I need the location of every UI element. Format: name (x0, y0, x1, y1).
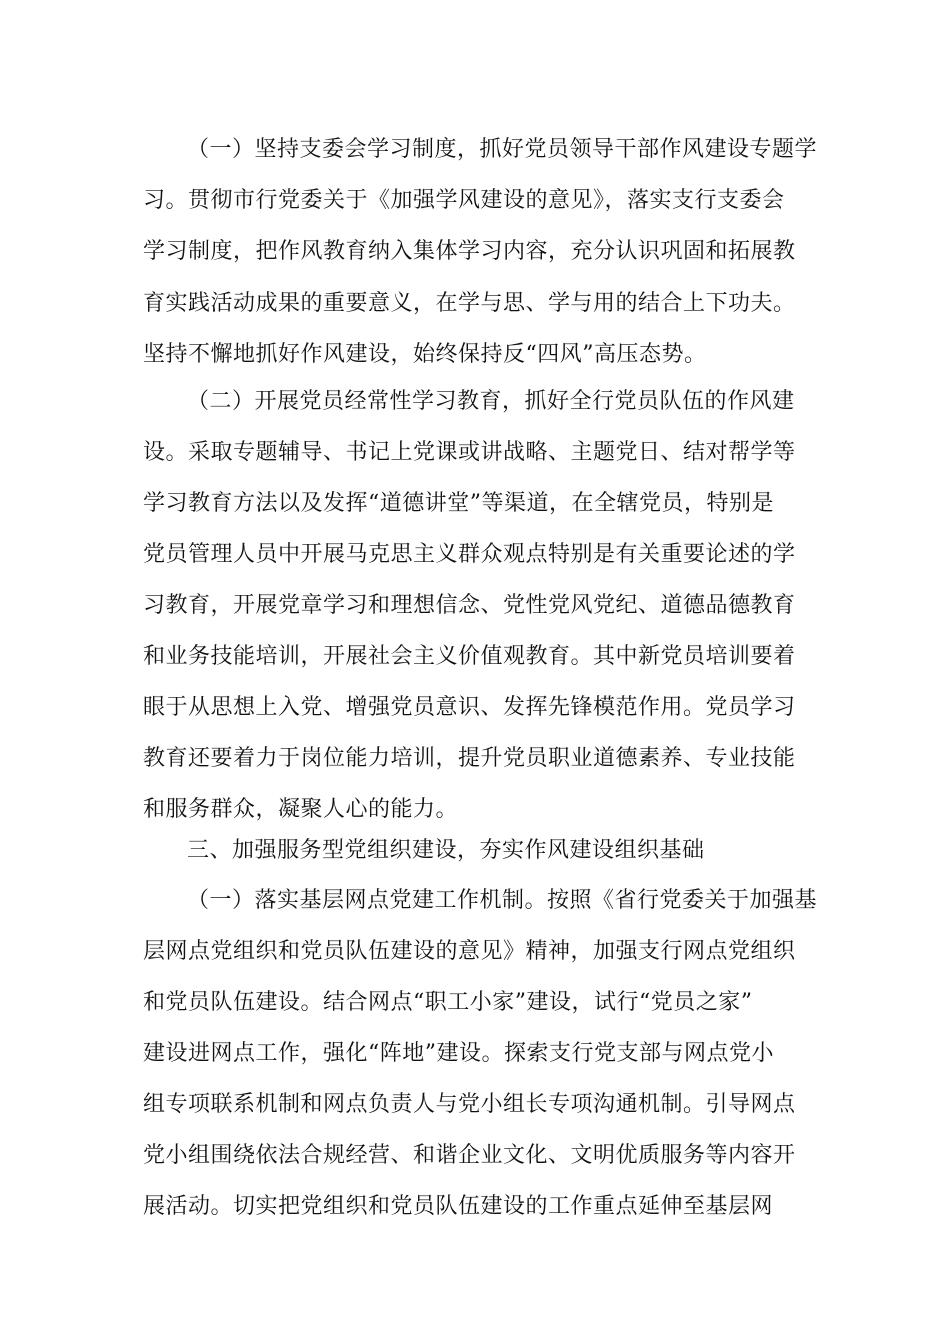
paragraph-line: 设。采取专题辅导、书记上党课或讲战略、主题党日、结对帮学等 (143, 440, 796, 465)
paragraph-line: （一）落实基层网点党建工作机制。按照《省行党委关于加强基 (187, 888, 818, 913)
paragraph-line: 学习制度，把作风教育纳入集体学习内容，充分认识巩固和拓展教 (143, 239, 796, 264)
paragraph-line: 坚持不懈地抓好作风建设，始终保持反“四风”高压态势。 (143, 342, 707, 367)
section-heading: 三、加强服务型党组织建设，夯实作风建设组织基础 (187, 838, 705, 863)
paragraph-line: 展活动。切实把党组织和党员队伍建设的工作重点延伸至基层网 (143, 1194, 774, 1219)
paragraph-line: 建设进网点工作，强化“阵地”建设。探索支行党支部与网点党小 (143, 1041, 774, 1066)
paragraph-line: （二）开展党员经常性学习教育，抓好全行党员队伍的作风建 (187, 389, 795, 414)
paragraph-line: 层网点党组织和党员队伍建设的意见》精神，加强支行网点党组织 (143, 939, 796, 964)
paragraph-line: 组专项联系机制和网点负责人与党小组长专项沟通机制。引导网点 (143, 1092, 796, 1117)
paragraph-line: 和服务群众，凝聚人心的能力。 (143, 797, 459, 822)
paragraph-line: 眼于从思想上入党、增强党员意识、发挥先锋模范作用。党员学习 (143, 695, 796, 720)
paragraph-line: 和业务技能培训，开展社会主义价值观教育。其中新党员培训要着 (143, 644, 796, 669)
paragraph-line: 习。贯彻市行党委关于《加强学风建设的意见》，落实支行支委会 (143, 188, 785, 213)
paragraph-line: 和党员队伍建设。结合网点“职工小家”建设，试行“党员之家” (143, 990, 753, 1015)
paragraph-line: 育实践活动成果的重要意义，在学与思、学与用的结合上下功夫。 (143, 291, 796, 316)
paragraph-line: 党员管理人员中开展马克思主义群众观点特别是有关重要论述的学 (143, 542, 796, 567)
paragraph-line: 习教育，开展党章学习和理想信念、党性党风党纪、道德品德教育 (143, 593, 796, 618)
paragraph-line: （一）坚持支委会学习制度，抓好党员领导干部作风建设专题学 (187, 137, 818, 162)
paragraph-line: 教育还要着力于岗位能力培训，提升党员职业道德素养、专业技能 (143, 746, 796, 771)
paragraph-line: 学习教育方法以及发挥“道德讲堂”等渠道，在全辖党员，特别是 (143, 491, 774, 516)
paragraph-line: 党小组围绕依法合规经营、和谐企业文化、文明优质服务等内容开 (143, 1143, 796, 1168)
